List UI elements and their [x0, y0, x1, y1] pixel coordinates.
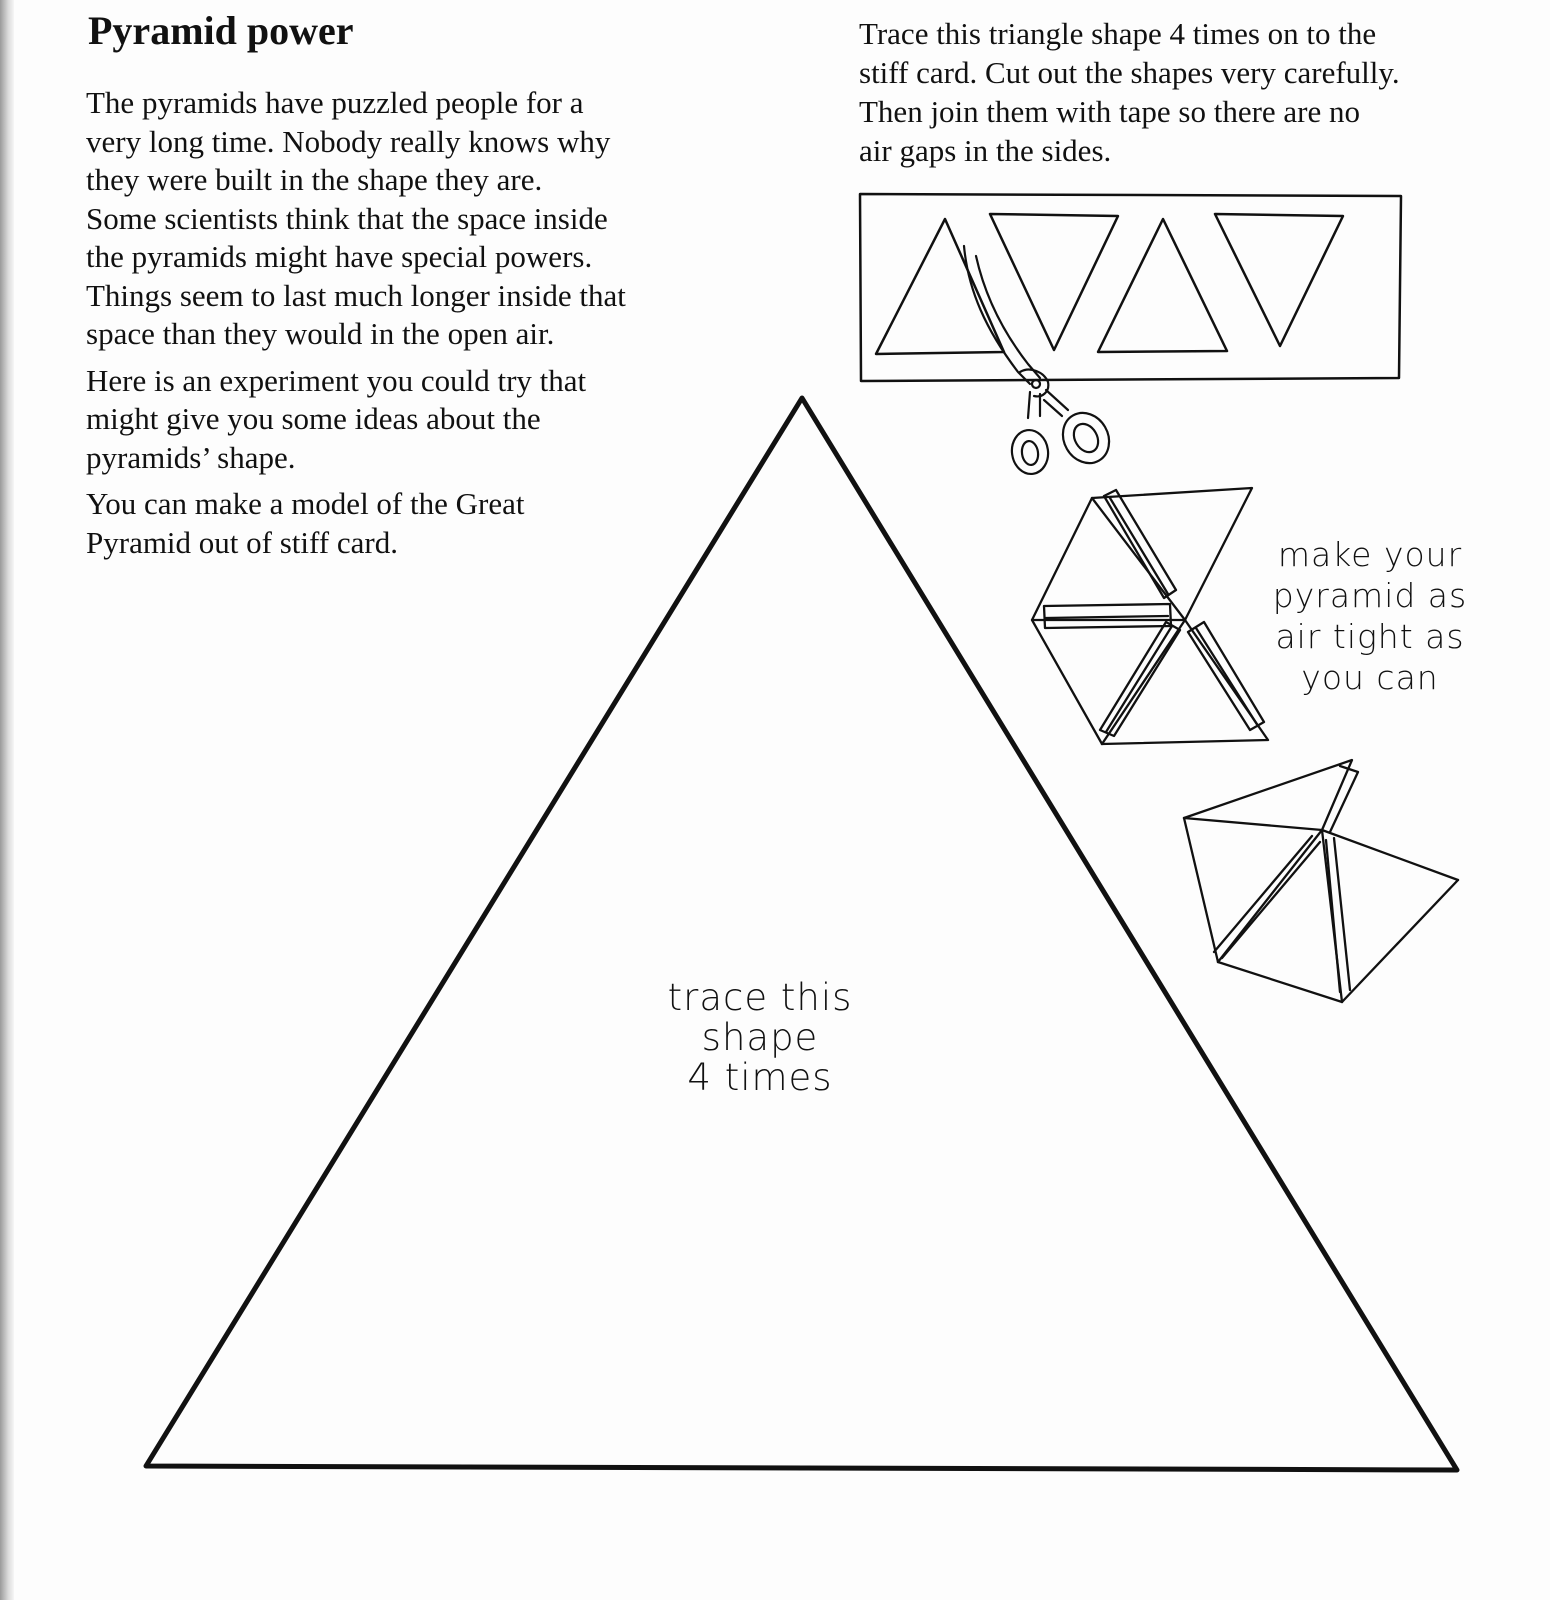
pyramid-base-bottom — [1218, 962, 1342, 1002]
net-inner-fold-3 — [1102, 620, 1185, 744]
scissors-handle-left — [1009, 428, 1051, 477]
pyramid-edge-to-apex-right — [1322, 830, 1458, 880]
intro-paragraph: The pyramids have puzzled people for a very long time. Nobody really knows why they were built in the shape they are. Some scientists think that the space inside the pyramids might have special powers. Things seem to last much longer inside that space than they would in the open air. — [86, 85, 626, 351]
pyramid-base-right — [1342, 880, 1458, 1002]
net-inner-fold-1 — [1092, 498, 1185, 620]
pyramid-tape-right — [1326, 838, 1350, 992]
tape-strip-1 — [1104, 490, 1176, 598]
card-with-triangles-illustration — [860, 194, 1401, 381]
scissors-handle-right — [1054, 404, 1118, 471]
pyramid-base-left — [1184, 818, 1218, 962]
model-paragraph: You can make a model of the Great Pyramid out of stiff card. — [86, 486, 525, 560]
pyramid-edge-to-apex-left — [1184, 818, 1322, 830]
scissors-pivot — [1020, 370, 1048, 397]
trace-shape-label: trace this shape 4 times — [667, 976, 853, 1099]
pyramid-edge-front-left — [1218, 830, 1322, 962]
traced-triangle-4 — [1215, 214, 1343, 346]
scissors-shank-right — [1044, 390, 1068, 416]
assembled-pyramid-illustration — [1184, 760, 1458, 1002]
experiment-paragraph: Here is an experiment you could try that might give you some ideas about the pyramids’ shape. — [86, 362, 587, 475]
page-title: Pyramid power — [88, 8, 354, 53]
scissors-icon — [964, 246, 1118, 476]
traced-triangle-3 — [1098, 219, 1227, 352]
traced-triangle-2 — [990, 214, 1118, 350]
scissors-handle-left-inner — [1020, 440, 1039, 466]
tape-strip-2 — [1044, 604, 1171, 628]
airtight-note: make your pyramid as air tight as you can — [1272, 535, 1468, 697]
scissors-blade — [964, 246, 1040, 384]
tape-strip-3 — [1100, 622, 1180, 736]
scissors-handle-right-inner — [1069, 420, 1103, 457]
instructions-paragraph: Trace this triangle shape 4 times on to the stiff card. Cut out the shapes very carefully. Then join them with tape so there are no air gaps in the sides. — [859, 16, 1400, 168]
